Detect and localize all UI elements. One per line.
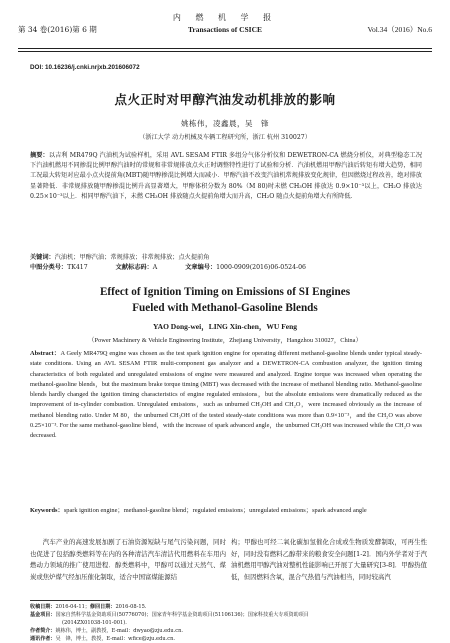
title-cn: 点火正时对甲醇汽油发动机排放的影响: [114, 92, 336, 107]
running-header: [18, 8, 432, 44]
affiliation-cn: （浙江大学 动力机械及车辆工程研究所，浙江 杭州 310027）: [139, 134, 311, 141]
doi: DOI: 10.16236/j.cnki.nrjxb.201606072: [30, 64, 140, 71]
abstract-en-label: Abstract：: [30, 350, 61, 357]
abstract-cn-label: 摘要：: [30, 152, 49, 159]
clc-number: 中图分类号：TK417: [30, 264, 88, 271]
title-en: [0, 285, 450, 316]
article-number: 文章编号：1000-0909(2016)06-0524-06: [185, 264, 306, 271]
header-journal-en: Transactions of CSICE: [187, 25, 263, 34]
header-volume-en: Vol.34（2016）No.6: [367, 25, 432, 34]
keywords-en: [30, 506, 422, 516]
footnote-author: 作者简介：姚栋伟，博士，副教授，E-mail：dwyao@zju.edu.cn.: [30, 628, 184, 635]
body-paragraph-right: 构；甲醇也可经二氧化碳加氢催化合成或生物质发酵制取，可再生性好，同时没有燃料乙醇带来的粮食安全问题[1-2]．国内外学者对于汽油机燃用甲醇汽油对整机性能影响已开展了大量研究[3-8]．甲醇热值低，但因燃料含氧，混合气热值与汽油相当，同时较高汽: [231, 538, 427, 581]
classification: [30, 263, 422, 273]
title-en-line-1: Effect of Ignition Timing on Emissions of SI Engines: [99, 286, 351, 298]
footnote-dates: 收稿日期：2016-04-11；修回日期：2016-08-15.: [30, 604, 147, 610]
footnote-rule: [30, 600, 110, 601]
affiliation-en: （Power Machinery & Vehicle Engineering Institute，Zhejiang University，Hangzhou 310027，China）: [88, 337, 362, 344]
abstract-en-text: A Geely MR479Q engine was chosen as the test spark ignition engine for operating different methanol-gasoline blends under typical steady-state conditions. Using an AVL SESAM FTIR multi-component gas analyzer and a DEWETRON-CA combustion analyzer, the ignition timing characteristics of both regulated and unregulated emissions of engine were measured and analyzed. Engine torque was increased when operating the methanol-gasoline blends，but the maximum brake torque timing (MBT) was decreased with the increase of methanol blending ratio. Methanol-gasoline blends hardly changed the ignition timing characteristics of engine regulated emissions，but the absolute emissions were dramatically reduced as the improvement of in-cylinder combustion. Unregulated emissions，such as unburned CH₃OH and CH₂O，were increased obviously as the increase of methanol blending ratio. Under M 80，the unburned CH₃OH of the tested steady-state conditions was more than 0.9×10⁻³，and the CH₂O was above 0.25×10⁻³. For the same methanol-gasoline blend，with the increase of spark advanced angle，the unburned CH₃OH was increased while the CH₂O was decreased.: [30, 350, 422, 440]
title-en-line-2: Fueled with Methanol-Gasoline Blends: [132, 301, 318, 314]
keywords-en-label: Keywords：: [30, 507, 64, 514]
abstract-en: [30, 349, 422, 442]
body-column-left: [30, 537, 226, 583]
keywords-cn-text: 汽油机；甲醇汽油；常规排放；非常规排放；点火提前角: [54, 254, 210, 261]
footnote-fund-cont: (2014ZX01038-101-001).: [62, 620, 127, 627]
keywords-cn: [30, 253, 422, 263]
keywords-cn-label: 关键词：: [30, 254, 55, 261]
abstract-cn: [30, 151, 422, 202]
document-code: 文献标志码：A: [115, 264, 158, 271]
body-paragraph-left: 汽车产业的高速发展加剧了石油资源短缺与尾气污染问题，同时也促进了包括醇类燃料等在内的各种清洁汽车清洁代用燃料在车用内燃动力领域的推广使用进程．醇类燃料中，甲醇可以通过天然气、煤炭或焦炉煤气经加压催化制取，适合中国富煤能源结: [30, 538, 226, 581]
abstract-cn-text: 以吉利 MR479Q 汽油机为试验样机，采用 AVL SESAM FTIR 多组分气体分析仪和 DEWETRON-CA 燃烧分析仪，对典型稳态工况下汽油机燃用不同掺混比例甲醇汽油时的常规和非常规排放点火正时调整特性进行了试验和分析．汽油机燃用甲醇汽油后转矩有增大趋势，相同工况最大转矩对应最小点火提前角(MBT)随甲醇掺混比例增大而减小．甲醇汽油不改变汽油机常规排放变化规律，但因燃烧过程改善，绝对排放显著降低．非常规排放随甲醇掺混比例升高显著增大，甲醇体积分数为 80%（M 80)时未燃 CH₃OH 排放达 0.9×10⁻³以上，CH₂O 排放达 0.25×10⁻³以上．相同甲醇汽油下，未燃 CH₃OH 排放随点火提前角增大而升高，CH₂O 随点火提前角增大有所降低．: [30, 152, 423, 200]
footnotes: [30, 603, 422, 643]
keywords-en-text: spark ignition engine；methanol-gasoline blend；regulated emissions；unregulated emissions；spark advanced angle: [63, 507, 367, 514]
footnote-fund: 基金项目：国家自然科学基金资助项目(50776070)；国家青年科学基金资助项目(51106136)；国家科技重大专项资助项目: [30, 612, 309, 619]
authors-cn: 姚栋伟，凌鑫晨，吴 锋: [181, 119, 269, 128]
header-rule-thin: [18, 51, 432, 52]
body-column-right: [231, 537, 427, 583]
footnote-corresponding: 通讯作者：吴 锋，博士，教授，E-mail：wfice@zju.edu.cn.: [30, 636, 175, 643]
header-rule-thick: [18, 48, 432, 49]
header-journal-cn: 内 燃 机 学 报: [172, 13, 278, 22]
authors-en: YAO Dong-wei，LING Xin-chen，WU Feng: [152, 322, 298, 331]
header-volume-cn: 第 34 卷(2016)第 6 期: [18, 25, 97, 34]
